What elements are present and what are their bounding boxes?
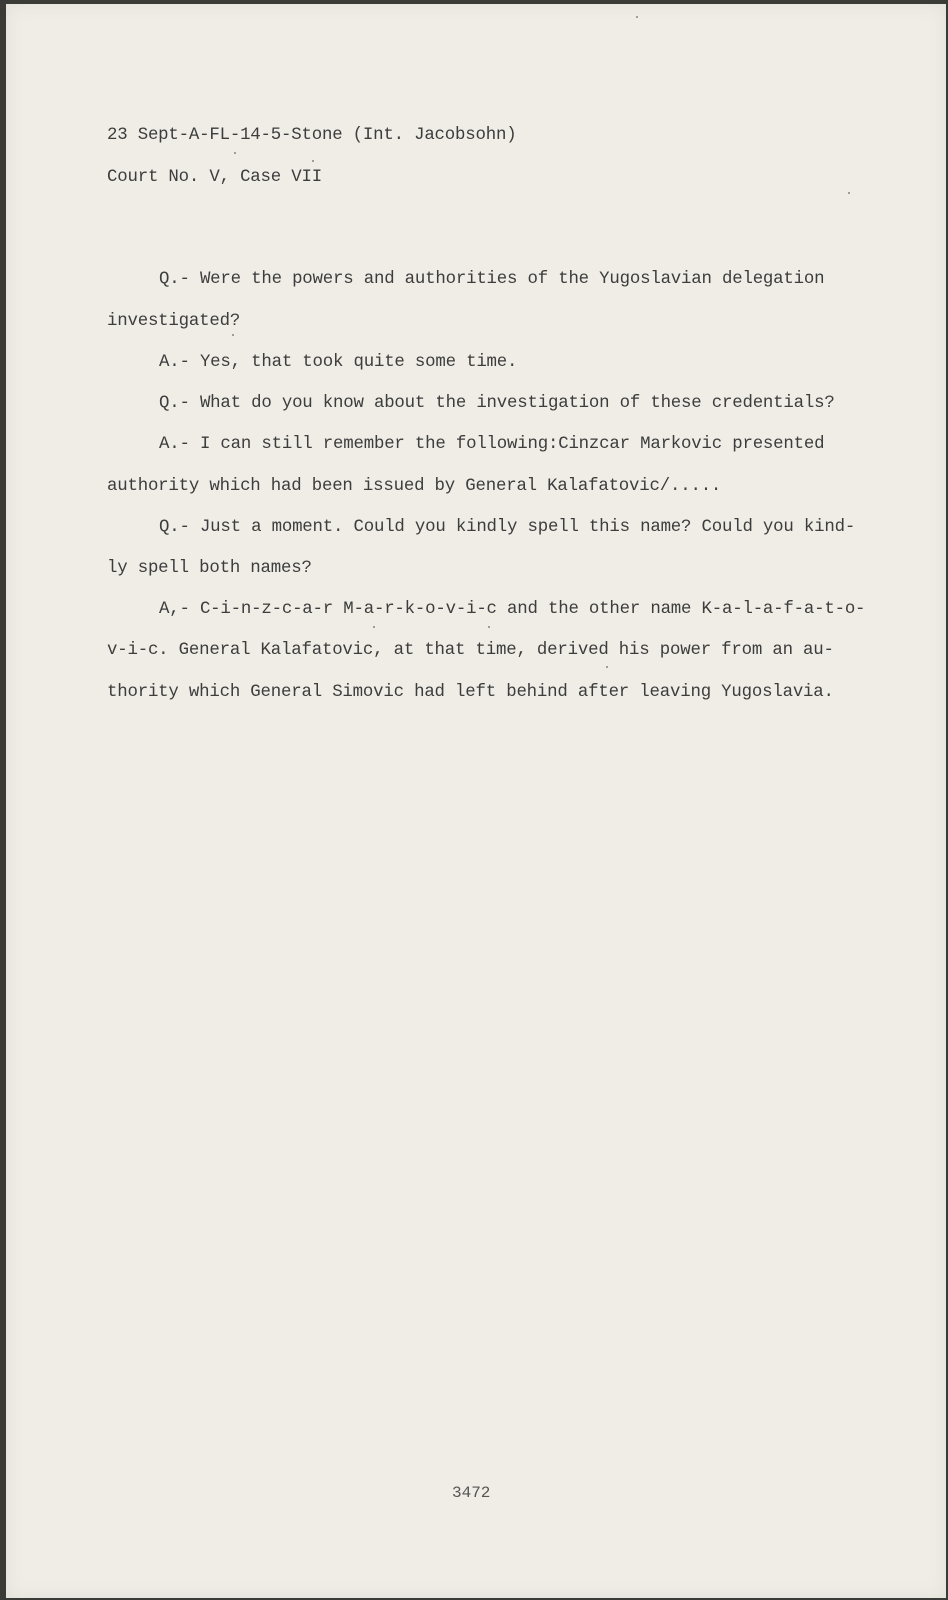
header-court-line: Court No. V, Case VII [107,168,322,187]
paper-speck [232,334,234,336]
transcript-line: thority which General Simovic had left behind after leaving Yugoslavia. [107,683,834,702]
transcript-line: A.- Yes, that took quite some time. [159,353,518,372]
paper-speck [636,16,638,18]
transcript-line: Q.- Just a moment. Could you kindly spell this name? Could you kind- [159,518,856,537]
header-session-line: 23 Sept-A-FL-14-5-Stone (Int. Jacobsohn) [107,126,517,145]
transcript-line: authority which had been issued by General Kalafatovic/..... [107,477,722,496]
transcript-line: A,- C-i-n-z-c-a-r M-a-r-k-o-v-i-c and the other name K-a-l-a-f-a-t-o- [159,600,866,619]
document-page [6,4,946,1598]
paper-speck [606,666,608,668]
transcript-line: v-i-c. General Kalafatovic, at that time, derived his power from an au- [107,641,834,660]
paper-speck [373,626,375,628]
page-number: 3472 [452,1484,491,1502]
paper-speck [234,152,236,154]
paper-speck [848,192,850,194]
paper-speck [312,160,314,162]
transcript-line: Q.- Were the powers and authorities of the Yugoslavian delegation [159,270,825,289]
transcript-line: ly spell both names? [107,559,312,578]
transcript-line: A.- I can still remember the following:Cinzcar Markovic presented [159,435,825,454]
paper-speck [488,626,490,628]
transcript-line: Q.- What do you know about the investigation of these credentials? [159,394,835,413]
transcript-line: investigated? [107,312,241,331]
